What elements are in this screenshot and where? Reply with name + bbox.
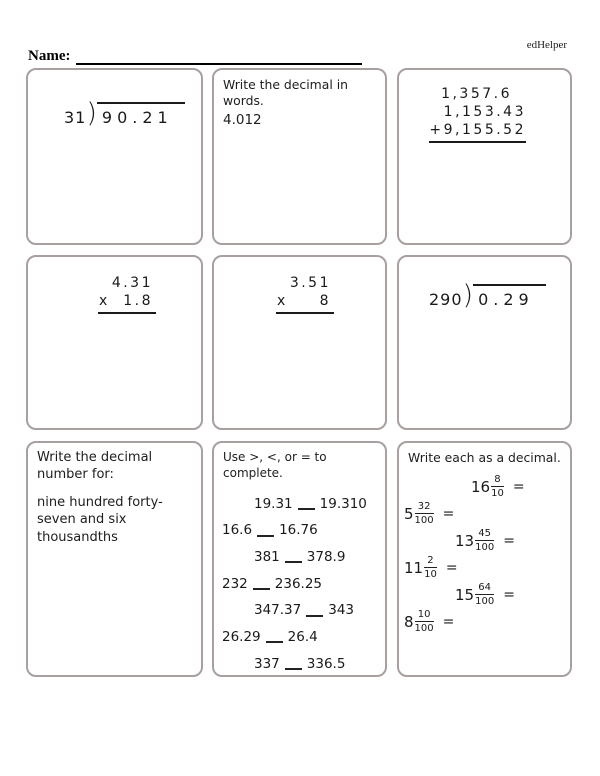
problem-box-addition (397, 68, 572, 245)
long-division-problem (64, 98, 201, 129)
multiplier-row (98, 292, 156, 314)
prompt-text: Write the decimal number for: (37, 450, 153, 482)
compare-left-value: 16.6 (222, 522, 253, 539)
problem-box-words-to-decimal (26, 441, 203, 677)
problem-box-multiplication-1 (26, 255, 203, 430)
answer-blank (285, 657, 302, 670)
equals-sign: = (503, 586, 515, 603)
denominator: 10 (424, 569, 437, 581)
prompt-text: Write the decimal in words. (223, 77, 349, 109)
fraction (491, 474, 504, 500)
numerator: 64 (475, 582, 494, 596)
problem-box-decimal-words (212, 68, 387, 245)
answer-blank (306, 604, 323, 617)
addend-2: 1,153.43 (443, 104, 526, 120)
multiplier: 8 (319, 293, 331, 309)
compare-right-value: 336.5 (306, 655, 346, 672)
whole-number: 16 (471, 477, 491, 496)
compare-row (214, 517, 385, 544)
fraction (475, 528, 494, 554)
addend-1: 1,357.6 (441, 86, 512, 102)
whole-number: 5 (404, 504, 414, 523)
compare-row (214, 490, 385, 517)
problem-box-division-2 (397, 255, 572, 430)
division-bracket: ) (86, 98, 97, 129)
problem-box-multiplication-2 (212, 255, 387, 430)
compare-left-value: 337 (254, 655, 280, 672)
numerator: 10 (415, 609, 434, 623)
fraction-rows (399, 473, 570, 635)
long-division-problem (429, 280, 570, 311)
denominator: 100 (475, 596, 495, 608)
decimal-number: 4.012 (223, 112, 262, 129)
denominator: 100 (475, 542, 495, 554)
whole-number: 13 (455, 531, 475, 550)
division-divisor: 31 (64, 108, 87, 127)
problem-box-fractions (397, 441, 572, 677)
fraction (424, 555, 437, 581)
compare-right-value: 19.310 (319, 495, 367, 512)
fraction (415, 501, 434, 527)
equals-sign: = (445, 559, 458, 576)
compare-row (214, 597, 385, 624)
multiplication-problem (98, 274, 156, 314)
compare-left-value: 19.31 (254, 495, 293, 512)
fraction-row (399, 500, 570, 527)
multiplicand: 4.31 (111, 275, 153, 291)
compare-row (214, 570, 385, 597)
compare-left-value: 26.29 (222, 628, 261, 645)
division-divisor: 290 (429, 290, 463, 309)
compare-right-value: 343 (328, 602, 355, 619)
edhelper-logo: edHelper (526, 39, 567, 51)
name-row (28, 48, 362, 65)
division-bracket: ) (462, 280, 474, 311)
name-label: Name: (28, 48, 71, 64)
problem-box-compare (212, 441, 387, 677)
compare-right-value: 16.76 (279, 522, 318, 539)
name-blank-line (76, 51, 362, 65)
compare-left-value: 381 (254, 548, 280, 565)
whole-number: 11 (404, 558, 424, 577)
answer-blank (298, 497, 315, 510)
equals-sign: = (512, 478, 525, 495)
compare-left-value: 232 (222, 575, 248, 592)
numerator: 32 (415, 501, 434, 515)
numerator: 2 (424, 555, 437, 569)
multiplicand: 3.51 (289, 275, 331, 291)
compare-right-value: 26.4 (287, 628, 318, 645)
answer-blank (257, 524, 274, 537)
denominator: 10 (491, 488, 504, 500)
division-dividend: 0.29 (473, 284, 546, 309)
compare-left-value: 347.37 (254, 602, 302, 619)
multiplication-problem (276, 274, 334, 314)
whole-number: 8 (404, 612, 414, 631)
fraction-row (399, 608, 570, 635)
number-in-words: nine hundred forty-seven and six thousandths (37, 494, 163, 545)
equals-sign: = (442, 505, 455, 522)
whole-number: 15 (455, 585, 475, 604)
numerator: 8 (491, 474, 504, 488)
denominator: 100 (414, 515, 434, 527)
problem-box-division-1 (26, 68, 203, 245)
numerator: 45 (475, 528, 494, 542)
equals-sign: = (503, 532, 515, 549)
prompt-text: Write each as a decimal. (408, 450, 561, 465)
fraction-row (399, 473, 570, 500)
multiplier: 1.8 (123, 293, 153, 309)
compare-row (214, 650, 385, 677)
fraction-row (399, 554, 570, 581)
fraction (415, 609, 434, 635)
addend-3: +9,155.52 (429, 121, 526, 143)
fraction-row (399, 581, 570, 608)
multiply-operator: x (99, 293, 110, 309)
compare-rows (214, 490, 385, 677)
fraction-row (399, 527, 570, 554)
fraction (475, 582, 494, 608)
multiply-operator: x (277, 293, 288, 309)
compare-right-value: 378.9 (306, 548, 346, 565)
answer-blank (253, 577, 270, 590)
multiplier-row (276, 292, 334, 314)
denominator: 100 (414, 623, 434, 635)
compare-row (214, 544, 385, 571)
equals-sign: = (442, 613, 455, 630)
answer-blank (285, 550, 302, 563)
addition-problem (429, 85, 526, 143)
prompt-text: Use >, <, or = to complete. (223, 450, 327, 480)
answer-blank (266, 630, 283, 643)
compare-row (214, 624, 385, 651)
division-dividend: 90.21 (97, 102, 185, 127)
compare-right-value: 236.25 (274, 575, 323, 592)
